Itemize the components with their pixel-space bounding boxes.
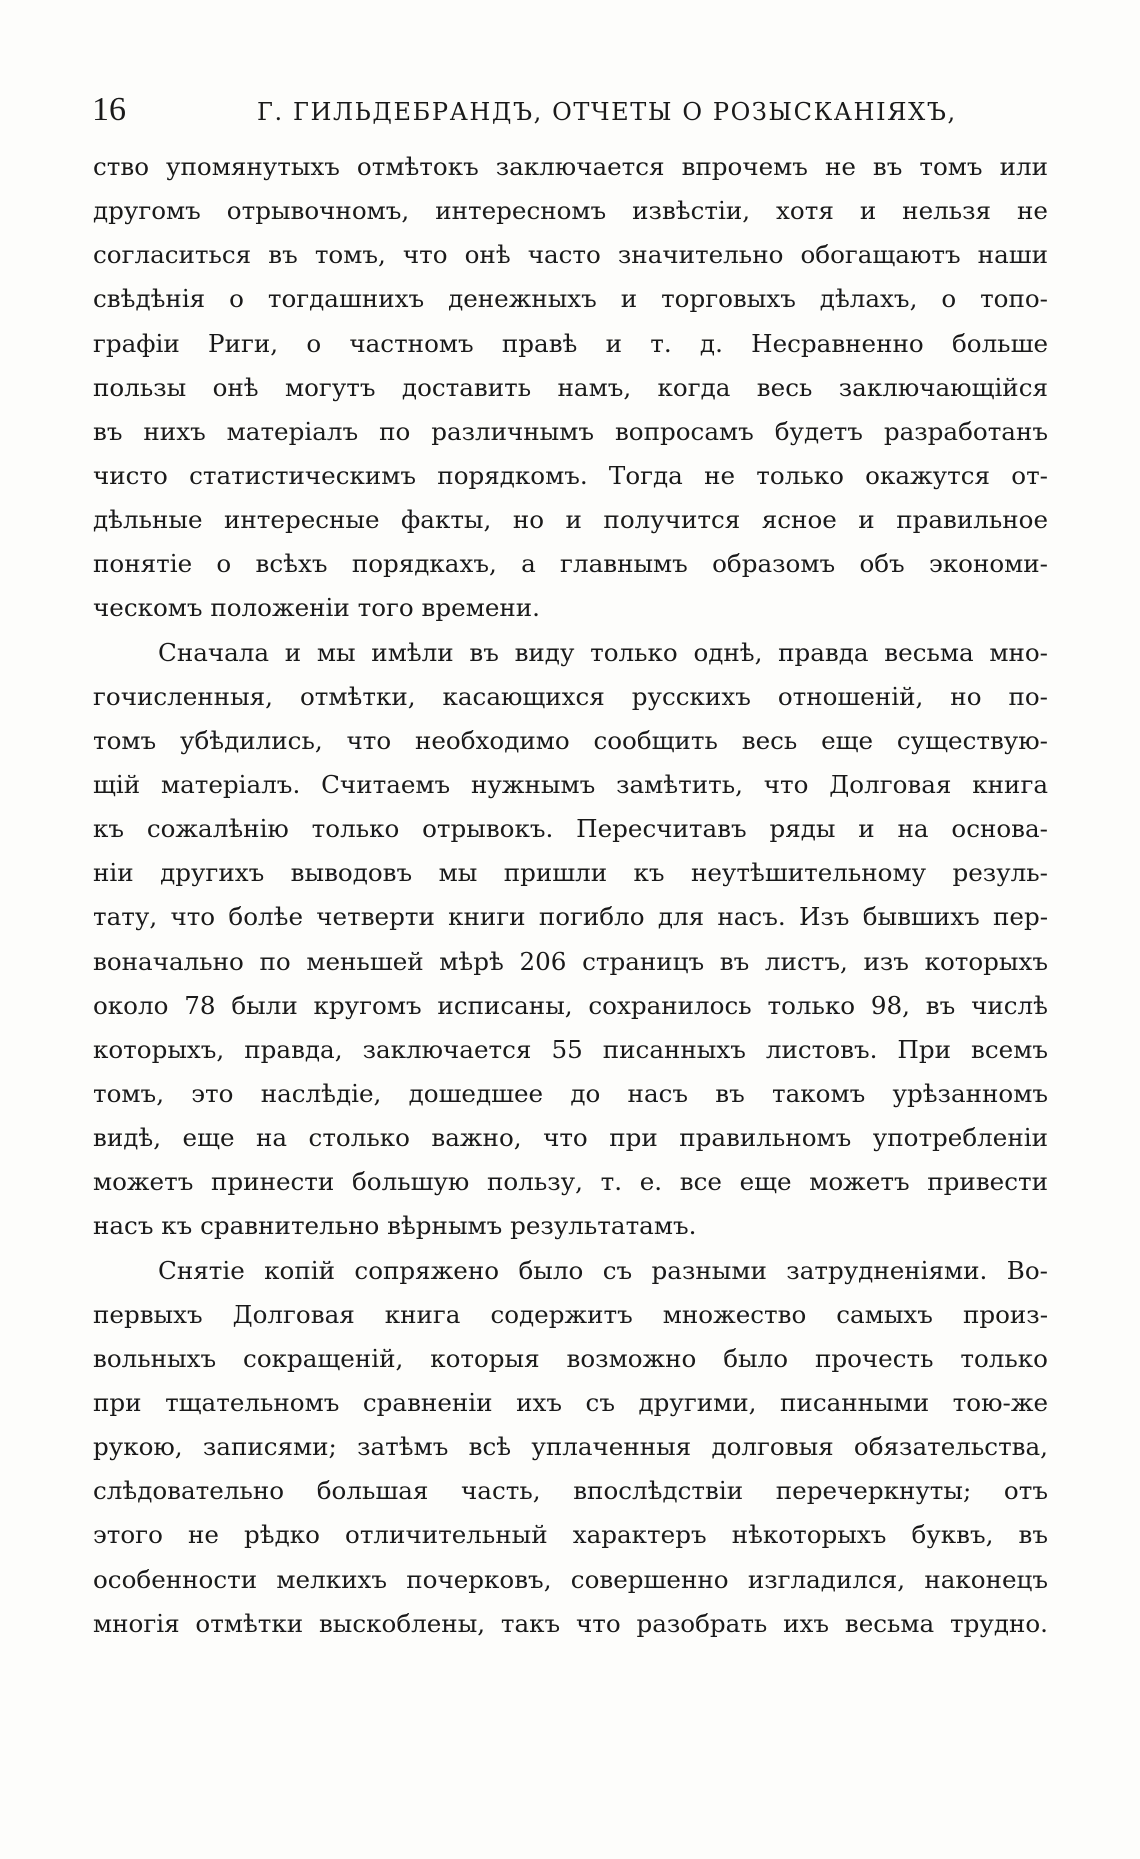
running-head: Г. ГИЛЬДЕБРАНДЪ, ОТЧЕТЫ О РОЗЫСКАНІЯХЪ, bbox=[257, 98, 957, 126]
text-line: ческомъ положеніи того времени. bbox=[93, 593, 540, 623]
paragraph-2 bbox=[93, 631, 1048, 1249]
text-line: пользы онѣ могутъ доставить намъ, когда весь заключающійся bbox=[93, 372, 1048, 402]
paragraph-1 bbox=[93, 145, 1048, 631]
text-line: которыхъ, правда, заключается 55 писанныхъ листовъ. При всемъ bbox=[93, 1034, 1048, 1064]
text-line: Сначала и мы имѣли въ виду только однѣ, правда весьма мно- bbox=[158, 637, 1048, 667]
page-header bbox=[92, 90, 1052, 130]
text-line: свѣдѣнія о тогдашнихъ денежныхъ и торговыхъ дѣлахъ, о топо- bbox=[93, 284, 1048, 314]
text-line: слѣдовательно большая часть, впослѣдствіи перечеркнуты; отъ bbox=[93, 1476, 1048, 1506]
text-line: чисто статистическимъ порядкомъ. Тогда не только окажутся от- bbox=[93, 460, 1048, 490]
text-line: томъ, это наслѣдіе, дошедшее до насъ въ такомъ урѣзанномъ bbox=[93, 1078, 1048, 1108]
text-line: понятіе о всѣхъ порядкахъ, а главнымъ образомъ объ экономи- bbox=[93, 549, 1048, 579]
text-line: графіи Риги, о частномъ правѣ и т. д. Несравненно больше bbox=[93, 328, 1048, 358]
text-line: ство упомянутыхъ отмѣтокъ заключается впрочемъ не въ томъ или bbox=[93, 152, 1048, 181]
text-line: Снятіе копій сопряжено было съ разными затрудненіями. Во- bbox=[158, 1255, 1048, 1285]
text-line: при тщательномъ сравненіи ихъ съ другими, писанными тою-же bbox=[93, 1387, 1048, 1417]
text-line: ніи другихъ выводовъ мы пришли къ неутѣшительному резуль- bbox=[93, 858, 1048, 888]
text-line: рукою, записями; затѣмъ всѣ уплаченныя долговыя обязательства, bbox=[93, 1432, 1048, 1462]
text-line: дѣльные интересные факты, но и получится ясное и правильное bbox=[93, 505, 1048, 535]
body-text bbox=[93, 145, 1048, 1646]
paragraph-3 bbox=[93, 1249, 1048, 1646]
text-line: согласиться въ томъ, что онѣ часто значительно обогащаютъ наши bbox=[93, 240, 1048, 270]
text-line: тату, что болѣе четверти книги погибло для насъ. Изъ бывшихъ пер- bbox=[93, 902, 1048, 932]
text-line: къ сожалѣнію только отрывокъ. Пересчитавъ ряды и на основа- bbox=[93, 814, 1048, 844]
text-line: вольныхъ сокращеній, которыя возможно было прочесть только bbox=[93, 1343, 1048, 1373]
text-line: можетъ принести большую пользу, т. е. все еще можетъ привести bbox=[93, 1167, 1048, 1197]
text-line: первыхъ Долговая книга содержитъ множество самыхъ произ- bbox=[93, 1299, 1048, 1329]
text-line: насъ къ сравнительно вѣрнымъ результатамъ. bbox=[93, 1211, 697, 1241]
text-line: видѣ, еще на столько важно, что при правильномъ употребленіи bbox=[93, 1123, 1048, 1153]
text-line: другомъ отрывочномъ, интересномъ извѣстіи, хотя и нельзя не bbox=[93, 196, 1048, 226]
text-line: этого не рѣдко отличительный характеръ нѣкоторыхъ буквъ, въ bbox=[93, 1520, 1048, 1550]
text-line: воначально по меньшей мѣрѣ 206 страницъ въ листъ, изъ которыхъ bbox=[93, 946, 1048, 976]
text-line: гочисленныя, отмѣтки, касающихся русскихъ отношеній, но по- bbox=[93, 681, 1048, 711]
text-line: въ нихъ матеріалъ по различнымъ вопросамъ будетъ разработанъ bbox=[93, 416, 1048, 446]
page-number: 16 bbox=[92, 91, 126, 128]
text-line: щій матеріалъ. Считаемъ нужнымъ замѣтить, что Долговая книга bbox=[93, 769, 1048, 799]
text-line: особенности мелкихъ почерковъ, совершенно изгладился, наконецъ bbox=[93, 1564, 1048, 1594]
text-line: томъ убѣдились, что необходимо сообщить весь еще существую- bbox=[93, 725, 1048, 755]
text-line: около 78 были кругомъ исписаны, сохранилось только 98, въ числѣ bbox=[93, 990, 1048, 1020]
text-line: многія отмѣтки выскоблены, такъ что разобрать ихъ весьма трудно. bbox=[93, 1608, 1048, 1638]
